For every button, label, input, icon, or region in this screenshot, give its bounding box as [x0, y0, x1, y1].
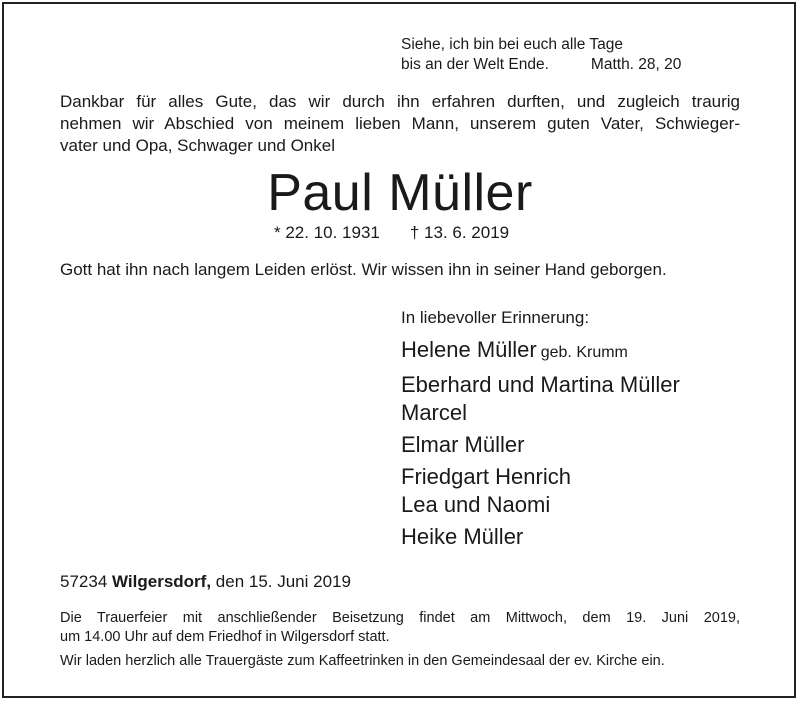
funeral-info	[60, 609, 740, 647]
death-date: † 13. 6. 2019	[409, 223, 510, 242]
mourner-entry	[401, 463, 761, 519]
mourner-name: Helene Müller	[401, 337, 537, 362]
faith-statement: Gott hat ihn nach langem Leiden erlöst. Wir wissen ihn in seiner Hand geborgen.	[60, 260, 667, 279]
verse-line-1: Siehe, ich bin bei euch alle Tage	[401, 36, 624, 53]
mourner-name: Eberhard und Martina Müller	[401, 372, 680, 397]
verse-reference: Matth. 28, 20	[590, 56, 682, 73]
mourner-entry	[401, 371, 761, 427]
life-dates	[274, 222, 509, 244]
mourner-name: Elmar Müller	[401, 432, 525, 457]
intro-line-2: nehmen wir Abschied von meinem lieben Mann, unserem guten Vater, Schwieger-	[60, 114, 740, 133]
mourners-list	[401, 336, 761, 555]
mourner-entry	[401, 336, 761, 367]
maiden-name: geb. Krumm	[540, 344, 628, 361]
mourner-name: Lea und Naomi	[401, 492, 551, 517]
bible-verse	[401, 35, 681, 75]
mourner-name: Marcel	[401, 400, 468, 425]
town-name: Wilgersdorf,	[112, 572, 212, 591]
memory-label: In liebevoller Erinnerung:	[401, 308, 590, 327]
coffee-invitation: Wir laden herzlich alle Trauergäste zum Kaffeetrinken in den Gemeindesaal der ev. Kirche ein.	[60, 653, 665, 669]
verse-line-2	[401, 55, 681, 75]
mourner-entry	[401, 523, 761, 551]
funeral-line-2: um 14.00 Uhr auf dem Friedhof in Wilgersdorf statt.	[60, 629, 390, 645]
funeral-line-1: Die Trauerfeier mit anschließender Beisetzung findet am Mittwoch, dem 19. Juni 2019,	[60, 610, 740, 626]
intro-paragraph	[60, 91, 740, 157]
mourner-name: Heike Müller	[401, 524, 524, 549]
notice-date: den 15. Juni 2019	[215, 572, 351, 591]
intro-line-3: vater und Opa, Schwager und Onkel	[60, 136, 335, 155]
deceased-name: Paul Müller	[267, 164, 533, 222]
postal-code: 57234	[60, 572, 108, 591]
place-and-date	[60, 571, 351, 593]
mourner-name: Friedgart Henrich	[401, 464, 571, 489]
intro-line-1: Dankbar für alles Gute, das wir durch ihn erfahren durften, und zugleich traurig	[60, 92, 740, 111]
birth-date: * 22. 10. 1931	[274, 223, 380, 242]
verse-line-2-text: bis an der Welt Ende.	[401, 56, 549, 73]
mourner-line	[401, 336, 761, 367]
mourner-entry	[401, 431, 761, 459]
